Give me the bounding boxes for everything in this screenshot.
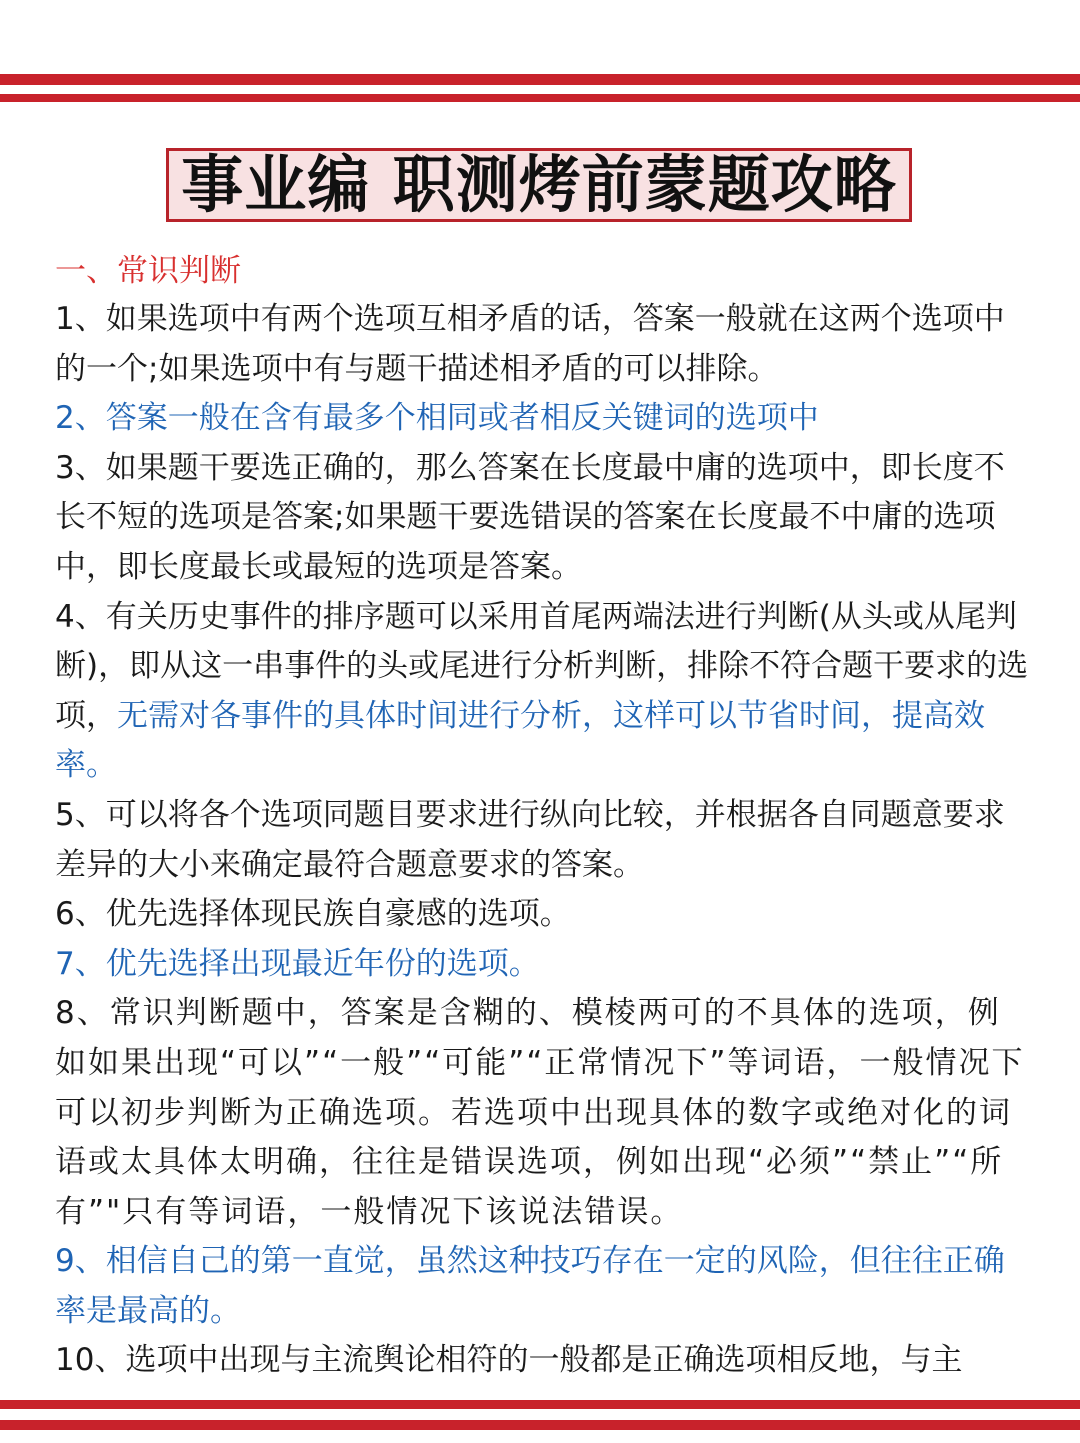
tip-8: 8、常识判断题中，答案是含糊的、模棱两可的不具体的选项，例如如果出现“可以”“一般”“可能”“正常情况下”等词语，一般情况下可以初步判断为正确选项。若选项中出现具体的数字或绝对化的词语或太具体太明确，往往是错误选项，例如出现“必须”“禁止”“所有”"只有等词语，一般情况下该说法错误。 bbox=[55, 995, 1025, 1230]
tip-5: 5、可以将各个选项同题目要求进行纵向比较，并根据各自同题意要求差异的大小来确定最符合题意要求的答案。 bbox=[55, 796, 1005, 883]
title-banner bbox=[166, 148, 912, 222]
tip-1: 1、如果选项中有两个选项互相矛盾的话，答案一般就在这两个选项中的一个;如果选项中有与题干描述相矛盾的可以排除。 bbox=[55, 301, 1005, 387]
article-body bbox=[55, 248, 1030, 1386]
tip-4-text: 4、有关历史事件的排序题可以采用首尾两端法进行判断(从头或从尾判断)，即从这一串事件的头或尾进行分析判断，排除不符合题干要求的选项， bbox=[55, 598, 1029, 734]
tip-7: 7、优先选择出现最近年份的选项。 bbox=[55, 945, 540, 982]
section-heading: 一、常识判断 bbox=[55, 253, 241, 289]
tip-9: 9、相信自己的第一直觉，虽然这种技巧存在一定的风险，但往往正确率是最高的。 bbox=[55, 1243, 1005, 1329]
tip-4 bbox=[55, 593, 1030, 791]
bottom-red-stripe-thin bbox=[0, 1400, 1080, 1409]
tip-10: 10、选项中出现与主流舆论相符的一般都是正确选项相反地，与主 bbox=[55, 1342, 963, 1379]
tip-2: 2、答案一般在含有最多个相同或者相反关键词的选项中 bbox=[55, 400, 819, 437]
top-red-stripe-thick bbox=[0, 74, 1080, 85]
top-red-stripe-thin bbox=[0, 94, 1080, 102]
page-title: 事业编 职测烤前蒙题攻略 bbox=[181, 148, 897, 221]
tip-6: 6、优先选择体现民族自豪感的选项。 bbox=[55, 896, 571, 933]
tip-4-highlight: 无需对各事件的具体时间进行分析，这样可以节省时间，提高效率。 bbox=[55, 697, 985, 784]
tip-3: 3、如果题干要选正确的，那么答案在长度最中庸的选项中，即长度不长不短的选项是答案;如果题干要选错误的答案在长度最不中庸的选项中，即长度最长或最短的选项是答案。 bbox=[55, 449, 1005, 585]
bottom-red-stripe-thick bbox=[0, 1420, 1080, 1430]
